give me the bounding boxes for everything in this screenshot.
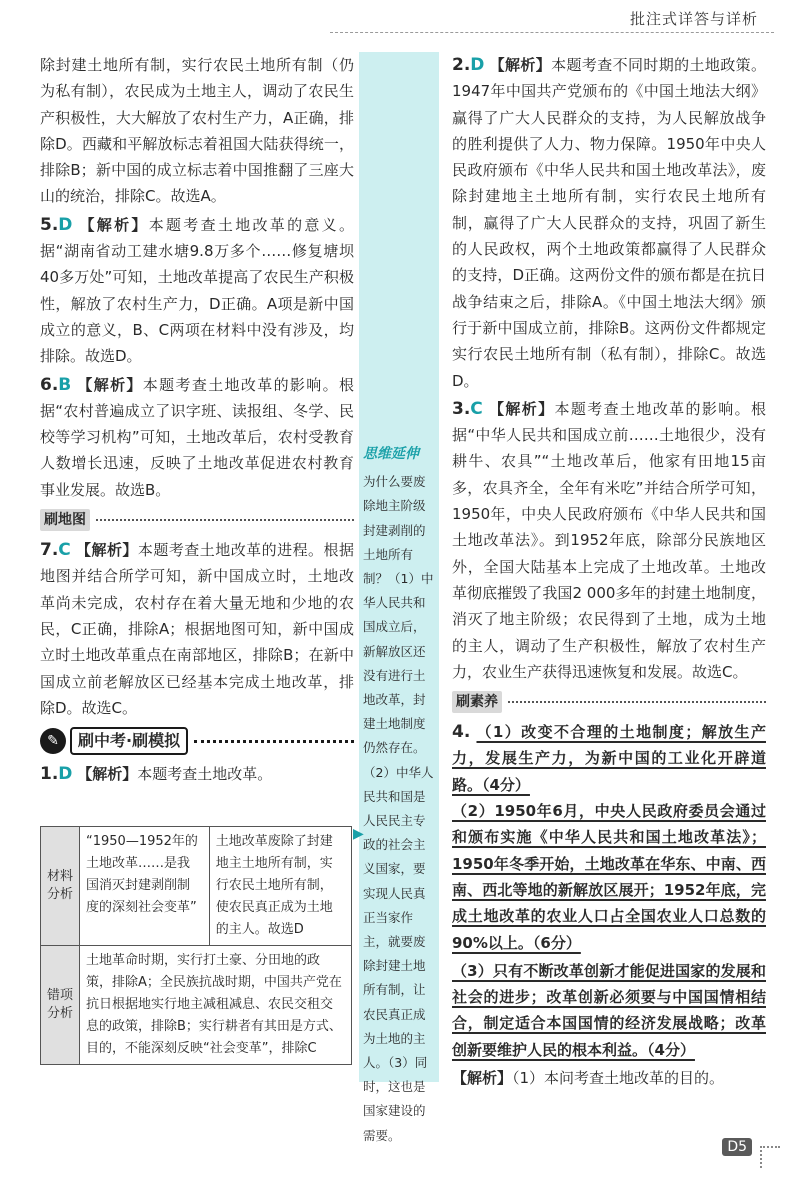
analysis-table [40, 826, 352, 1065]
question-number: 1. [40, 764, 59, 785]
analysis-text: 本题考查土地改革。 [137, 765, 273, 784]
dotted-divider [194, 740, 354, 743]
question-number: 2. [452, 55, 471, 75]
section-exam-label: 刷中考·刷模拟 [70, 727, 188, 755]
question-1 [40, 761, 354, 787]
answer-letter: B [58, 374, 72, 395]
thinking-extension-sidebar [359, 52, 439, 1143]
question-4 [452, 719, 766, 1091]
question-6 [40, 372, 354, 503]
question-5 [40, 212, 354, 370]
analysis-text: （1）本问考查土地改革的目的。 [512, 1068, 725, 1087]
analysis-text: 本题考查土地改革的进程。根据地图并结合所学可知，新中国成立时，土地改革尚未完成，农村存在着大量无地和少地的农民，C正确，排除A；根据地图可知，新中国成立时土地改革重点在南部地区，排除B；在新中国成立前老解放区已经基本完成土地改革，排除D。故选C。 [40, 541, 354, 717]
sidebar-text: 为什么要废除地主阶级封建剥削的土地所有制？（1）中华人民共和国成立后，新解放区还没有进行土地改革，封建土地制度仍然存在。（2）中华人民共和国是人民民主专政的社会主义国家，要实现人民真正当家作主，就要废除封建土地所有制，让农民真正成为土地的主人。（3）同时，这也是国家建设的需要。 [363, 474, 434, 1143]
left-column [40, 52, 354, 789]
section-literacy-label: 刷素养 [452, 691, 502, 713]
answer-part-3: （3）只有不断改革创新才能促进国家的发展和社会的进步；改革创新必须要与中国国情相结合，制定适合本国国情的经济发展战略；改革创新要维护人民的根本利益。（4分） [452, 961, 766, 1059]
answer-letter: D [58, 214, 73, 235]
section-literacy-bar [452, 691, 766, 713]
question-7 [40, 537, 354, 721]
question-number: 6. [40, 374, 59, 395]
dotted-divider [96, 519, 354, 521]
material-analysis: 土地改革废除了封建地主土地所有制，实行农民土地所有制，使农民真正成为土地的主人。故选D [209, 827, 351, 946]
analysis-tag: 【解析】 [452, 1068, 513, 1087]
analysis-text: 本题考查土地改革的影响。根据“中华人民共和国成立前……土地很少，没有耕牛、农具”“土地改革后，他家有田地15亩多，农具齐全，全年有米吃”并结合所学可知，1950年，中央人民政府颁布《中华人民共和国土地改革法》。到1952年底，除部分民族地区外，全国大陆基本上完成了土地改革。土地改革彻底摧毁了我国2 000多年的封建土地制度，消灭了地主阶级；农民得到了土地，成为土地的主人，调动了生产积极性，解放了农村生产力，农业生产获得迅速恢复和发展。故选C。 [452, 399, 766, 681]
question-3 [452, 396, 766, 685]
answer-letter: D [470, 55, 485, 75]
analysis-tag: 【解析】 [489, 56, 552, 74]
analysis-tag: 【解析】 [76, 541, 138, 560]
question-2 [452, 52, 766, 394]
sidebar-title: 思维延伸 [363, 446, 419, 462]
question-number: 4. [452, 722, 471, 743]
question-number: 3. [452, 398, 471, 419]
analysis-tag: 【解析】 [488, 399, 555, 418]
row-header-material: 材料分析 [41, 827, 80, 946]
dotted-divider [508, 701, 766, 703]
book-icon: ✎ [40, 728, 66, 754]
question-number: 5. [40, 214, 59, 235]
row-header-wrong-options: 错项分析 [41, 946, 80, 1065]
wrong-options-analysis: 土地革命时期，实行打土豪、分田地的政策，排除A；全民族抗战时期，中国共产党在抗日根据地实行地主减租减息、农民交租交息的政策，排除B；实行耕者有其田是方式、目的，不能深刻反映“社会变革”，排除C [80, 946, 352, 1065]
material-quote: “1950—1952年的土地改革……是我国消灭封建剥削制度的深刻社会变革” [80, 827, 210, 946]
arrow-marker-icon: ▶ [353, 826, 364, 842]
analysis-text: 本题考查土地改革的影响。根据“农村普遍成立了识字班、读报组、冬学、民校等学习机构”可知，土地改革后，农村受教育人数增长迅速，反映了土地改革促进农村教育事业发展。故选B。 [40, 375, 354, 499]
answer-part-2: （2）1950年6月，中央人民政府委员会通过和颁布实施《中华人民共和国土地改革法》；1950年冬季开始，土地改革在华东、中南、西南、西北等地的新解放区展开；1952年底，完成土地改革的农业人口占全国农业人口总数的90%以上。（6分） [452, 802, 766, 952]
continued-paragraph: 除封建土地所有制，实行农民土地所有制（仍为私有制），农民成为土地主人，调动了农民生产积极性，大大解放了农村生产力，A正确，排除D。西藏和平解放标志着祖国大陆获得统一，排除B；新中国的成立标志着中国推翻了三座大山的统治，排除C。故选A。 [40, 56, 354, 206]
header-divider [330, 32, 774, 33]
answer-tail [452, 1065, 766, 1091]
section-map-label: 刷地图 [40, 509, 90, 531]
analysis-tag: 【解析】 [79, 215, 149, 234]
right-column [452, 52, 766, 1093]
answer-part-1: （1）改变不合理的土地制度；解放生产力，发展生产力，为新中国的工业化开辟道路。（4分） [452, 723, 766, 794]
page-number: D5 [722, 1138, 752, 1156]
answer-letter: C [470, 398, 483, 419]
analysis-text: 本题考查不同时期的土地政策。1947年中国共产党颁布的《中国土地法大纲》赢得了广大人民群众的支持，为人民解放战争的胜利提供了人力、物力保障。1950年中央人民政府颁布《中华人民共和国土地改革法》，废除封建地主土地所有制，实行农民土地所有制，赢得了广大人民群众的支持，巩固了新生的人民政权，两个土地政策都赢得了人民群众的支持，D正确。这两份文件的颁布都是在抗日战争结束之后，排除A。《中国土地法大纲》颁行于新中国成立前，排除B。这两份文件都规定实行农民土地所有制（私有制），排除C。故选D。 [452, 56, 766, 390]
section-exam-bar [40, 727, 354, 755]
answer-letter: D [58, 764, 73, 785]
table-row [41, 946, 352, 1065]
question-number: 7. [40, 540, 59, 561]
analysis-tag: 【解析】 [77, 765, 138, 784]
page-header-title: 批注式详答与详析 [629, 10, 758, 28]
analysis-tag: 【解析】 [77, 375, 143, 394]
table-row [41, 827, 352, 946]
answer-letter: C [58, 540, 71, 561]
analysis-text: 本题考查土地改革的意义。据“湖南省动工建水塘9.8万多个……修复塘坝40多万处”可知，土地改革提高了农民生产积极性，解放了农村生产力，D正确。A项是新中国成立的意义，B、C两项在材料中没有涉及，均排除。故选D。 [40, 215, 354, 366]
section-map-bar [40, 509, 354, 531]
corner-dots [760, 1146, 780, 1168]
